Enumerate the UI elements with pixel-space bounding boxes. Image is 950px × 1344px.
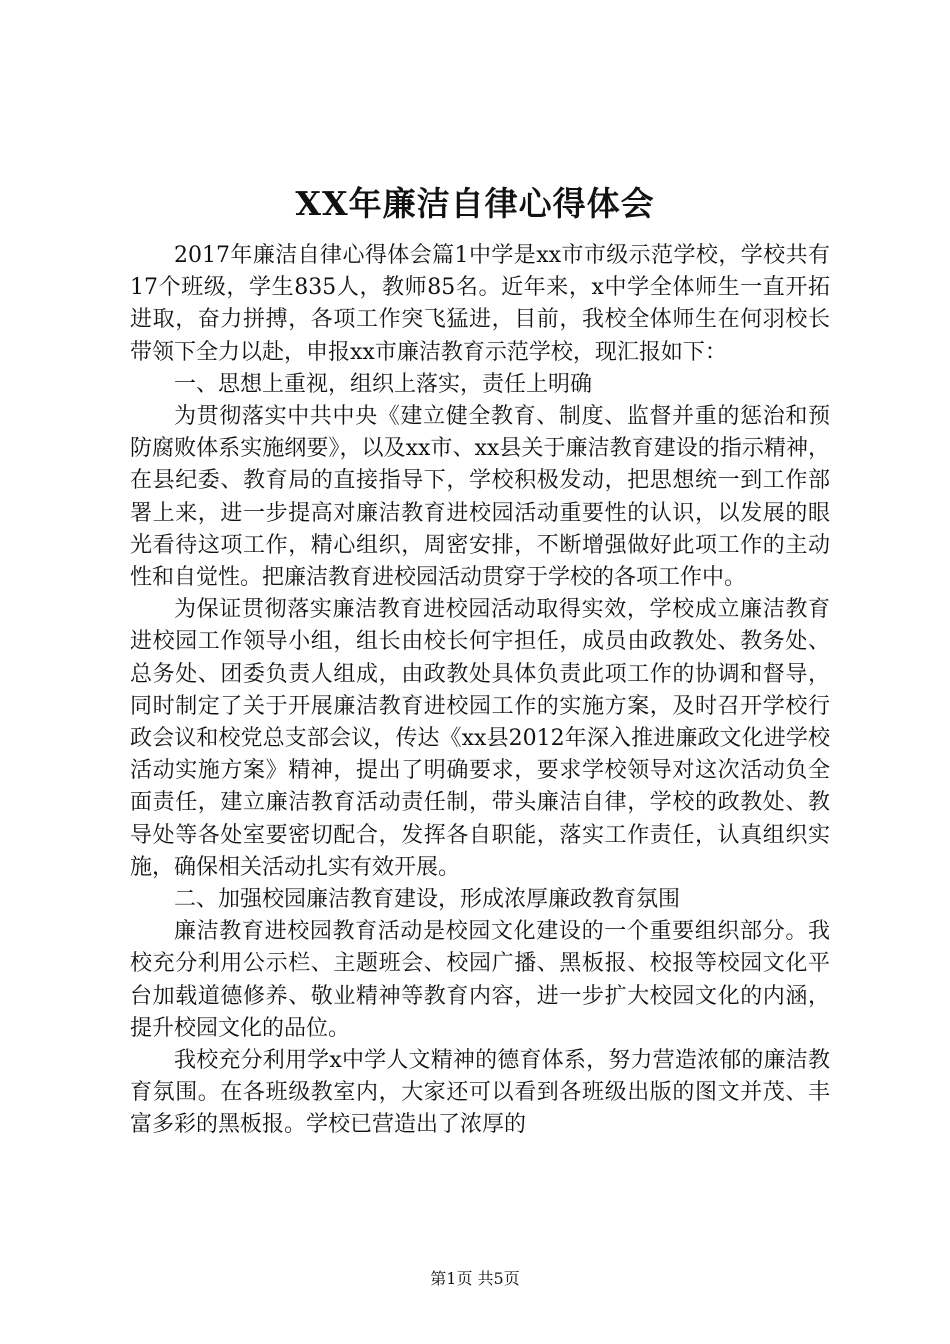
paragraph-section1-b: 为保证贯彻落实廉洁教育进校园活动取得实效，学校成立廉洁教育进校园工作领导小组，组长由校长何宇担任，成员由政教处、教务处、总务处、团委负责人组成，由政教处具体负责此项工作的协调和督导，同时制定了关于开展廉洁教育进校园工作的实施方案，及时召开学校行政会议和校党总支部会议，传达《xx县2012年深入推进廉政文化进学校活动实施方案》精神，提出了明确要求，要求学校领导对这次活动负全面责任，建立廉洁教育活动责任制，带头廉洁自律，学校的政教处、教导处等各处室要密切配合，发挥各自职能，落实工作责任，认真组织实施，确保相关活动扎实有效开展。 [130, 597, 830, 880]
section-heading-2: 二、加强校园廉洁教育建设，形成浓厚廉政教育氛围 [174, 887, 681, 913]
paragraph-section2-a: 廉洁教育进校园教育活动是校园文化建设的一个重要组织部分。我校充分利用公示栏、主题班会、校园广播、黑板报、校报等校园文化平台加载道德修养、敬业精神等教育内容，进一步扩大校园文化的内涵，提升校园文化的品位。 [130, 919, 830, 1041]
paragraph-intro: 2017年廉洁自律心得体会篇1中学是xx市市级示范学校，学校共有17个班级，学生835人，教师85名。近年来，x中学全体师生一直开拓进取，奋力拼搏，各项工作突飞猛进，目前，我校全体师生在何羽校长带领下全力以赴，申报xx市廉洁教育示范学校，现汇报如下： [130, 243, 830, 365]
section-heading-1: 一、思想上重视，组织上落实，责任上明确 [174, 371, 593, 397]
paragraph-section2-b: 我校充分利用学x中学人文精神的德育体系，努力营造浓郁的廉洁教育氛围。在各班级教室内，大家还可以看到各班级出版的图文并茂、丰富多彩的黑板报。学校已营造出了浓厚的 [130, 1048, 830, 1138]
paragraph-section1-a: 为贯彻落实中共中央《建立健全教育、制度、监督并重的惩治和预防腐败体系实施纲要》，以及xx市、xx县关于廉洁教育建设的指示精神，在县纪委、教育局的直接指导下，学校积极发动，把思想统一到工作部署上来，进一步提高对廉洁教育进校园活动重要性的认识，以发展的眼光看待这项工作，精心组织，周密安排，不断增强做好此项工作的主动性和自觉性。把廉洁教育进校园活动贯穿于学校的各项工作中。 [130, 404, 830, 591]
document-body [130, 240, 830, 1142]
page-footer: 第1页 共5页 [430, 1269, 520, 1288]
document-title: XX年廉洁自律心得体会 [295, 184, 655, 223]
